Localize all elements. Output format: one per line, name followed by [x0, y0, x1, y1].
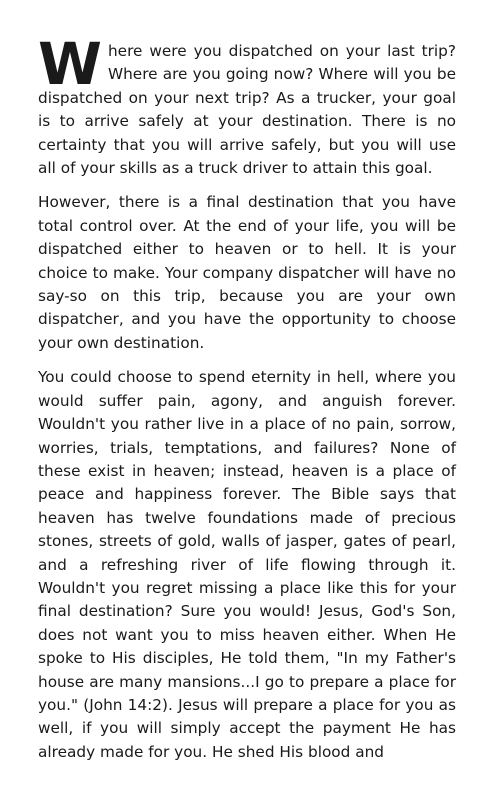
paragraph-2: [38, 191, 456, 355]
paragraph-2-text: However, there is a final destination that you have total control over. At the end of your life, you will be dispatched either to heaven or to hell. It is your choice to make. Your company dispatcher will have no say-so on this trip, because you are your own dispatcher, and you have the opportunity to choose your own destination.: [38, 193, 456, 352]
paragraph-3-text: You could choose to spend eternity in hell, where you would suffer pain, agony, and anguish forever. Wouldn't you rather live in a place of no pain, sorrow, worries, trials, temptations, and failures? None of these exist in heaven; instead, heaven is a place of peace and happiness forever. The Bible says that heaven has twelve foundations made of precious stones, streets of gold, walls of jasper, gates of pearl, and a refreshing river of life flowing through it. Wouldn't you regret missing a place like this for your final destination? Sure you would! Jesus, God's Son, does not want you to miss heaven either. When He spoke to His disciples, He told them, "In my Father's house are many mansions...I go to prepare a place for you." (John 14:2). Jesus will prepare a place for you as well, if you will simply accept the payment He has already made for you. He shed His blood and: [38, 368, 456, 761]
document-page: [38, 30, 456, 775]
paragraph-3: [38, 366, 456, 764]
paragraph-1: [38, 30, 456, 180]
paragraph-1-text: here were you dispatched on your last trip? Where are you going now? Where will you be dispatched on your next trip? As a trucker, your goal is to arrive safely at your destination. There is no certainty that you will arrive safely, but you will use all of your skills as a truck driver to attain this goal.: [38, 42, 456, 178]
drop-cap: W: [38, 30, 102, 98]
